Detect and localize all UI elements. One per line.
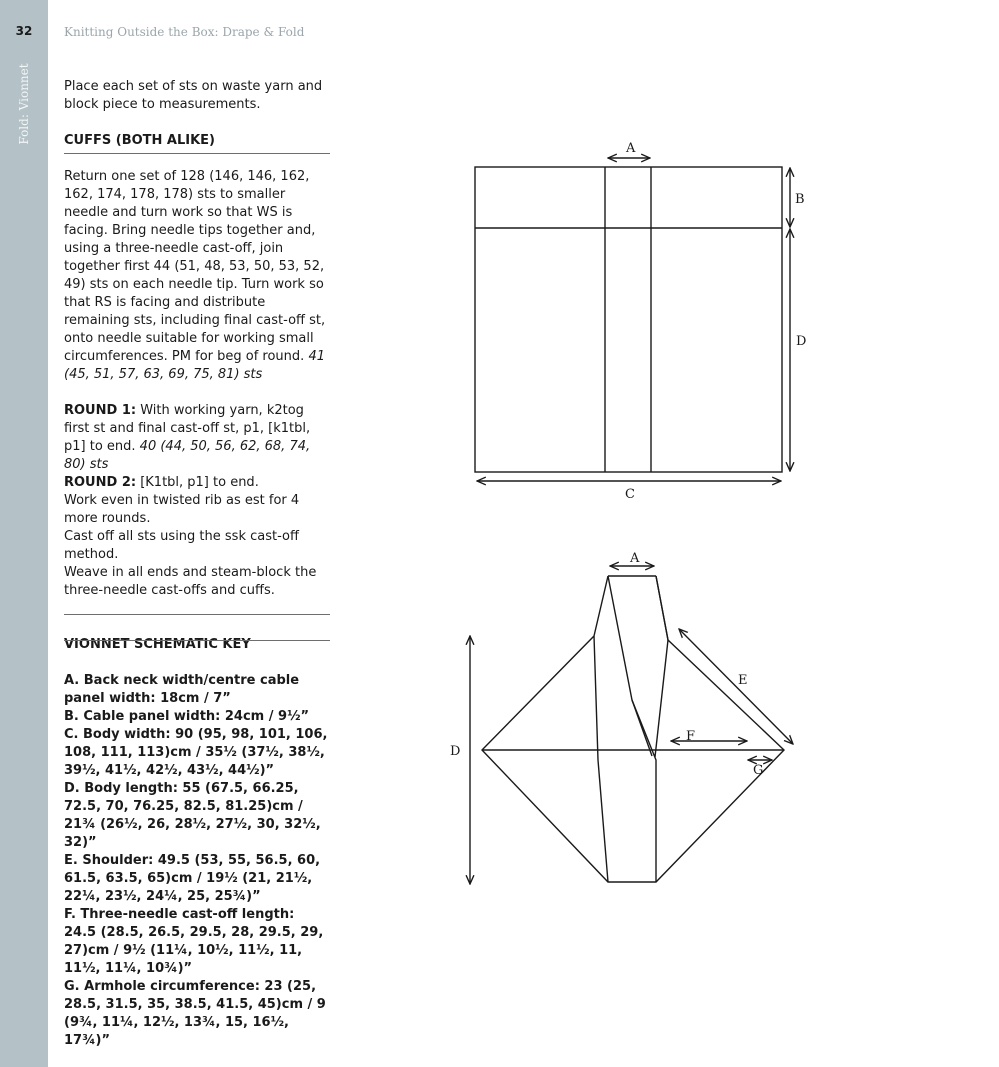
cuffs-stitch-count: 41 (45, 51, 57, 63, 69, 75, 81) sts xyxy=(64,349,325,382)
label-e: E xyxy=(738,673,748,688)
weave-text: Weave in all ends and steam-block the three-needle cast-offs and cuffs. xyxy=(64,565,317,598)
work-even-text: Work even in twisted rib as est for 4 more rounds. xyxy=(64,493,300,526)
label-d-top: D xyxy=(796,334,807,349)
round-2-label: ROUND 2: xyxy=(64,475,137,490)
label-g: G xyxy=(753,763,764,778)
round-2-text: [K1tbl, p1] to end. xyxy=(136,475,259,490)
running-head: Knitting Outside the Box: Drape & Fold xyxy=(64,25,305,39)
cuffs-heading: CUFFS (BOTH ALIKE) xyxy=(64,133,215,148)
key-item-a: A. Back neck width/centre cable panel width: 18cm / 7” xyxy=(64,673,300,706)
folded-garment-schematic xyxy=(470,566,793,884)
round-1-text: With working yarn, k2tog first st and final cast-off st, p1, [k1tbl, p1] to end. xyxy=(64,403,311,454)
label-c: C xyxy=(625,487,635,502)
cuffs-instructions: Return one set of 128 (146, 146, 162, 162, 174, 178, 178) sts to smaller needle and turn work so that WS is facing. Bring needle tips together and, using a three-needle cast-off, join together first 44 (51, 48, 53, 50, 53, 52, 49) sts on each needle tip. Turn work so that RS is facing and distribute remaining sts, including final cast-off st, onto needle suitable for working small circumferences. PM for beg of round. xyxy=(64,169,326,364)
page-number: 32 xyxy=(15,24,33,38)
intro-paragraph: Place each set of sts on waste yarn and block piece to measurements. xyxy=(64,79,323,112)
front-panel-line xyxy=(608,576,656,882)
label-b: B xyxy=(795,192,805,207)
label-d-bottom: D xyxy=(450,744,461,759)
round-1-count: 40 (44, 50, 56, 62, 68, 74, 80) sts xyxy=(64,439,311,472)
label-f: F xyxy=(686,729,696,744)
key-item-f: F. Three-needle cast-off length: 24.5 (28.5, 26.5, 29.5, 28, 29.5, 29, 27)cm / 9½ (11¼, 10½, 11½, 11, 11½, 11¼, 10¾)” xyxy=(64,907,324,976)
cast-off-text: Cast off all sts using the ssk cast-off method. xyxy=(64,529,299,562)
key-heading: VIONNET SCHEMATIC KEY xyxy=(64,637,251,652)
key-item-g: G. Armhole circumference: 23 (25, 28.5, 31.5, 35, 38.5, 41.5, 45)cm / 9 (9¾, 11¼, 12½, 13¾, 15, 16½, 17¾)” xyxy=(64,979,326,1048)
arrow-e xyxy=(679,629,793,744)
overlap-line xyxy=(632,700,652,756)
label-a-top: A xyxy=(626,141,636,156)
label-a-bottom: A xyxy=(630,551,640,566)
left-panel-line xyxy=(594,636,608,882)
key-item-b: B. Cable panel width: 24cm / 9½” xyxy=(64,709,310,724)
flat-body-schematic xyxy=(475,158,790,481)
key-item-d: D. Body length: 55 (67.5, 66.25, 72.5, 70, 76.25, 82.5, 81.25)cm / 21¾ (26½, 26, 28½, 27½, 30, 32½, 32)” xyxy=(64,781,321,850)
section-tab-label: Fold: Vionnet xyxy=(17,63,31,145)
body-outline xyxy=(475,167,782,472)
key-item-e: E. Shoulder: 49.5 (53, 55, 56.5, 60, 61.5, 63.5, 65)cm / 19½ (21, 21½, 22¼, 23½, 24¼, 25, 25¾)” xyxy=(64,853,321,904)
garment-outline xyxy=(482,576,784,882)
right-panel-line xyxy=(655,576,668,757)
round-1-label: ROUND 1: xyxy=(64,403,137,418)
key-item-c: C. Body width: 90 (95, 98, 101, 106, 108, 111, 113)cm / 35½ (37½, 38½, 39½, 41½, 42½, 43½, 44½)” xyxy=(64,727,328,778)
